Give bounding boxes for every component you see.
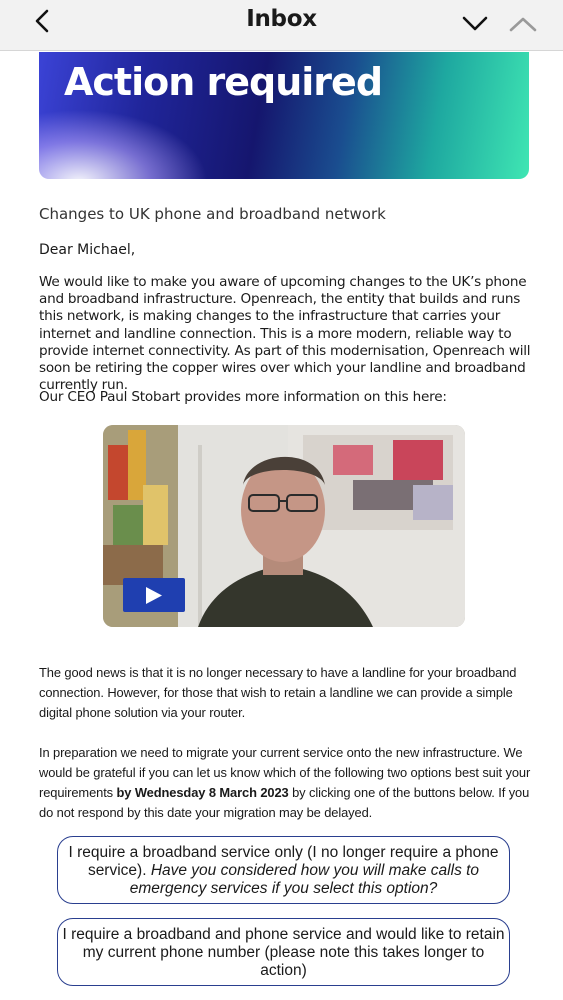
broadband-only-button[interactable] <box>57 836 510 904</box>
banner-heading: Action required <box>64 60 383 104</box>
email-subject: Changes to UK phone and broadband network <box>39 205 386 223</box>
option1-warning: Have you considered how you will make calls to emergency services if you select this option? <box>129 862 480 897</box>
previous-message-button[interactable] <box>507 12 539 38</box>
play-icon <box>145 587 163 604</box>
chevron-up-icon <box>507 12 539 38</box>
top-navigation-bar <box>0 0 563 51</box>
intro-paragraph: We would like to make you aware of upcoming changes to the UK’s phone and broadband infrastructure. Openreach, the entity that builds and runs this network, is making changes to the infrastructure that carries your internet and landline connection. This is a more modern, reliable way to provide internet connectivity. As part of this modernisation, Openreach will soon be retiring the copper wires over which your landline and broadband currently run. <box>39 274 531 394</box>
next-message-button[interactable] <box>459 12 491 38</box>
option2-label: I require a broadband and phone service and would like to retain my current phone number (please note this takes longer to action) <box>62 926 505 979</box>
migration-text-end: by clicking one of the buttons below. If you do not respond by this date your migration may be delayed. <box>39 785 530 820</box>
option1-label: I require a broadband service only (I no longer require a phone service). <box>68 844 499 879</box>
deadline-text: by Wednesday 8 March 2023 <box>116 785 289 800</box>
migration-text-start: In preparation we need to migrate your current service onto the new infrastructure. We would be grateful if you can let us know which of the following two options best suit your requirements <box>39 745 531 800</box>
play-button[interactable] <box>123 578 185 612</box>
migration-paragraph <box>39 743 539 823</box>
action-required-banner <box>39 52 529 179</box>
broadband-and-phone-button[interactable] <box>57 918 510 986</box>
email-greeting: Dear Michael, <box>39 242 136 258</box>
ceo-video-thumbnail[interactable] <box>103 425 465 627</box>
ceo-info-line: Our CEO Paul Stobart provides more information on this here: <box>39 389 447 405</box>
good-news-paragraph: The good news is that it is no longer necessary to have a landline for your broadband connection. However, for those that wish to retain a landline we can provide a simple digital phone solution via your router. <box>39 665 517 720</box>
chevron-down-icon <box>459 12 491 38</box>
page-title: Inbox <box>246 6 317 32</box>
